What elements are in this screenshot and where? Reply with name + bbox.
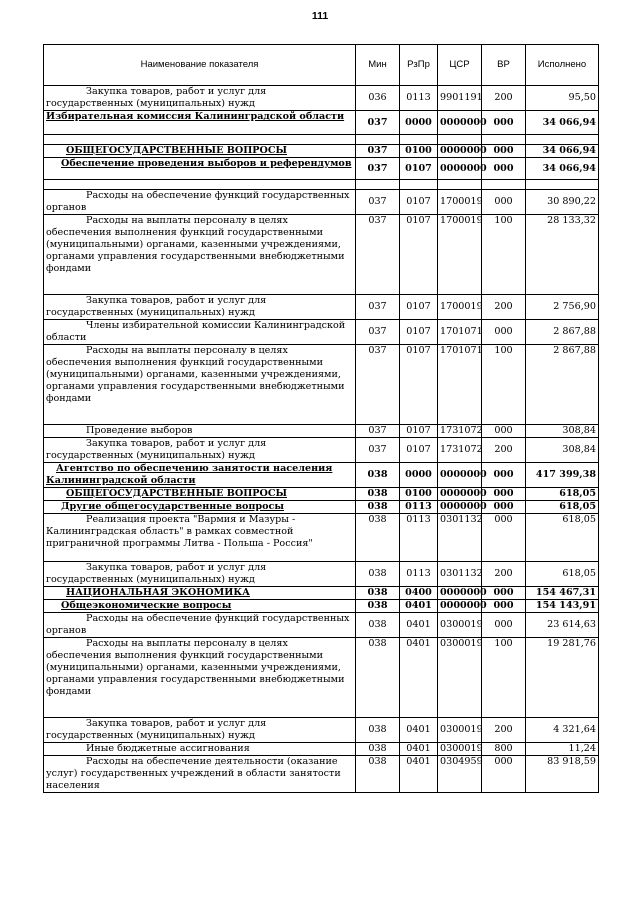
row-csr: 1701071 (438, 345, 482, 425)
row-csr (438, 135, 482, 145)
table-row (44, 86, 599, 111)
row-min: 038 (356, 514, 400, 562)
row-name (44, 135, 356, 145)
row-amount: 154 143,91 (526, 600, 599, 613)
table-row (44, 488, 599, 501)
row-min (356, 135, 400, 145)
row-amount: 618,05 (526, 514, 599, 562)
row-vr (482, 180, 526, 190)
row-min: 038 (356, 600, 400, 613)
table-row (44, 501, 599, 514)
row-name (44, 180, 356, 190)
row-amount: 28 133,32 (526, 215, 599, 295)
table-row (44, 463, 599, 488)
row-csr: 1731072 (438, 438, 482, 463)
row-name: Закупка товаров, работ и услуг для государственных (муниципальных) нужд (44, 86, 356, 111)
table-row (44, 600, 599, 613)
row-csr: 0300019 (438, 638, 482, 718)
row-name: Расходы на выплаты персоналу в целях обеспечения выполнения функций государственными (муниципальными) органами, казенными учреждениями, органами управления государственными внебюджетными фондами (44, 215, 356, 295)
table-row (44, 215, 599, 295)
row-name: Общеэкономические вопросы (44, 600, 356, 613)
row-vr: 100 (482, 638, 526, 718)
row-name: Члены избирательной комиссии Калининградской области (44, 320, 356, 345)
row-rzpr: 0107 (400, 295, 438, 320)
row-rzpr: 0107 (400, 345, 438, 425)
table-row (44, 562, 599, 587)
row-name: ОБЩЕГОСУДАРСТВЕННЫЕ ВОПРОСЫ (44, 488, 356, 501)
row-min: 038 (356, 501, 400, 514)
row-name: Другие общегосударственные вопросы (44, 501, 356, 514)
row-csr: 0000000 (438, 111, 482, 135)
row-rzpr: 0100 (400, 145, 438, 158)
row-amount: 4 321,64 (526, 718, 599, 743)
row-vr: 000 (482, 756, 526, 793)
row-min: 038 (356, 613, 400, 638)
row-csr: 0000000 (438, 488, 482, 501)
row-name: Иные бюджетные ассигнования (44, 743, 356, 756)
page-number: 111 (311, 10, 329, 22)
row-csr: 0000000 (438, 600, 482, 613)
row-min: 037 (356, 215, 400, 295)
row-min: 038 (356, 562, 400, 587)
row-name: Агентство по обеспечению занятости населения Калининградской области (44, 463, 356, 488)
row-csr: 0000000 (438, 463, 482, 488)
row-rzpr: 0000 (400, 111, 438, 135)
row-amount: 417 399,38 (526, 463, 599, 488)
row-name: Проведение выборов (44, 425, 356, 438)
row-csr (438, 180, 482, 190)
col-header-amount: Исполнено (526, 45, 599, 86)
row-rzpr: 0401 (400, 756, 438, 793)
col-header-name: Наименование показателя (44, 45, 356, 86)
row-csr: 0301132 (438, 562, 482, 587)
row-csr: 1731072 (438, 425, 482, 438)
row-amount: 2 867,88 (526, 320, 599, 345)
row-amount: 154 467,31 (526, 587, 599, 600)
table-row (44, 743, 599, 756)
row-amount: 308,84 (526, 425, 599, 438)
col-header-csr: ЦСР (438, 45, 482, 86)
table-row (44, 158, 599, 180)
table-row (44, 180, 599, 190)
row-csr: 0000000 (438, 158, 482, 180)
row-amount: 2 756,90 (526, 295, 599, 320)
row-name: Закупка товаров, работ и услуг для государственных (муниципальных) нужд (44, 438, 356, 463)
row-vr: 000 (482, 190, 526, 215)
row-rzpr: 0113 (400, 86, 438, 111)
row-min: 037 (356, 190, 400, 215)
row-amount: 30 890,22 (526, 190, 599, 215)
row-csr: 0304959 (438, 756, 482, 793)
row-vr: 000 (482, 600, 526, 613)
row-amount: 308,84 (526, 438, 599, 463)
table-row (44, 718, 599, 743)
row-vr: 100 (482, 215, 526, 295)
col-header-rzpr: РзПр (400, 45, 438, 86)
row-vr: 000 (482, 158, 526, 180)
row-vr: 000 (482, 111, 526, 135)
row-csr: 0000000 (438, 587, 482, 600)
row-amount: 95,50 (526, 86, 599, 111)
row-name: Реализация проекта "Вармия и Мазуры - Калининградская область" в рамках совместной приграничной программы Литва - Польша - Россия" (44, 514, 356, 562)
row-rzpr: 0401 (400, 638, 438, 718)
row-min: 037 (356, 111, 400, 135)
row-min: 037 (356, 320, 400, 345)
row-vr: 200 (482, 295, 526, 320)
row-rzpr: 0401 (400, 743, 438, 756)
row-vr: 000 (482, 587, 526, 600)
row-rzpr: 0107 (400, 158, 438, 180)
row-vr: 000 (482, 514, 526, 562)
row-csr: 1700019 (438, 295, 482, 320)
table-body (44, 86, 599, 793)
table-row (44, 587, 599, 600)
row-min: 038 (356, 718, 400, 743)
row-name: Избирательная комиссия Калининградской области (44, 111, 356, 135)
row-rzpr: 0107 (400, 320, 438, 345)
table-row (44, 438, 599, 463)
row-rzpr: 0401 (400, 718, 438, 743)
row-min: 036 (356, 86, 400, 111)
table-row (44, 638, 599, 718)
row-amount: 34 066,94 (526, 111, 599, 135)
row-csr: 0000000 (438, 145, 482, 158)
table-row (44, 320, 599, 345)
row-rzpr: 0107 (400, 215, 438, 295)
row-name: НАЦИОНАЛЬНАЯ ЭКОНОМИКА (44, 587, 356, 600)
row-amount: 2 867,88 (526, 345, 599, 425)
row-rzpr: 0113 (400, 501, 438, 514)
row-rzpr: 0401 (400, 600, 438, 613)
row-csr: 1700019 (438, 190, 482, 215)
row-min (356, 180, 400, 190)
row-min: 038 (356, 587, 400, 600)
row-amount: 34 066,94 (526, 158, 599, 180)
row-vr: 000 (482, 463, 526, 488)
row-name: Расходы на выплаты персоналу в целях обеспечения выполнения функций государственными (муниципальными) органами, казенными учреждениями, органами управления государственными внебюджетными фондами (44, 638, 356, 718)
row-vr: 800 (482, 743, 526, 756)
row-min: 038 (356, 488, 400, 501)
row-vr: 100 (482, 345, 526, 425)
row-vr: 200 (482, 562, 526, 587)
row-min: 037 (356, 438, 400, 463)
row-csr: 1701071 (438, 320, 482, 345)
table-row (44, 295, 599, 320)
table-row (44, 111, 599, 135)
row-csr: 0300019 (438, 743, 482, 756)
row-rzpr (400, 180, 438, 190)
row-csr: 0300019 (438, 613, 482, 638)
row-vr: 000 (482, 613, 526, 638)
row-amount (526, 180, 599, 190)
col-header-vr: ВР (482, 45, 526, 86)
row-name: Расходы на обеспечение деятельности (оказание услуг) государственных учреждений в области занятости населения (44, 756, 356, 793)
row-name: Обеспечение проведения выборов и референдумов (44, 158, 356, 180)
row-vr (482, 135, 526, 145)
row-vr: 200 (482, 718, 526, 743)
row-name: Закупка товаров, работ и услуг для государственных (муниципальных) нужд (44, 562, 356, 587)
row-rzpr: 0113 (400, 562, 438, 587)
row-vr: 200 (482, 438, 526, 463)
table-row (44, 145, 599, 158)
header-row (44, 45, 599, 86)
table-row (44, 425, 599, 438)
row-amount: 34 066,94 (526, 145, 599, 158)
row-rzpr: 0401 (400, 613, 438, 638)
row-csr: 9901191 (438, 86, 482, 111)
row-min: 038 (356, 743, 400, 756)
row-rzpr: 0107 (400, 190, 438, 215)
row-amount: 618,05 (526, 488, 599, 501)
row-amount: 618,05 (526, 501, 599, 514)
row-amount: 83 918,59 (526, 756, 599, 793)
row-min: 037 (356, 295, 400, 320)
row-rzpr (400, 135, 438, 145)
row-vr: 000 (482, 425, 526, 438)
row-name: Расходы на выплаты персоналу в целях обеспечения выполнения функций государственными (муниципальными) органами, казенными учреждениями, органами управления государственными внебюджетными фондами (44, 345, 356, 425)
row-min: 037 (356, 158, 400, 180)
row-name: ОБЩЕГОСУДАРСТВЕННЫЕ ВОПРОСЫ (44, 145, 356, 158)
row-name: Расходы на обеспечение функций государственных органов (44, 190, 356, 215)
row-csr: 0000000 (438, 501, 482, 514)
row-csr: 1700019 (438, 215, 482, 295)
row-rzpr: 0100 (400, 488, 438, 501)
row-rzpr: 0400 (400, 587, 438, 600)
row-vr: 200 (482, 86, 526, 111)
table-row (44, 514, 599, 562)
row-min: 038 (356, 756, 400, 793)
table-row (44, 345, 599, 425)
row-vr: 000 (482, 320, 526, 345)
row-min: 037 (356, 425, 400, 438)
table-row (44, 756, 599, 793)
row-min: 038 (356, 463, 400, 488)
row-rzpr: 0000 (400, 463, 438, 488)
row-name: Закупка товаров, работ и услуг для государственных (муниципальных) нужд (44, 718, 356, 743)
row-min: 037 (356, 345, 400, 425)
row-csr: 0300019 (438, 718, 482, 743)
table-row (44, 190, 599, 215)
row-rzpr: 0113 (400, 514, 438, 562)
row-min: 038 (356, 638, 400, 718)
row-vr: 000 (482, 501, 526, 514)
row-vr: 000 (482, 145, 526, 158)
row-name: Расходы на обеспечение функций государственных органов (44, 613, 356, 638)
row-rzpr: 0107 (400, 438, 438, 463)
row-name: Закупка товаров, работ и услуг для государственных (муниципальных) нужд (44, 295, 356, 320)
row-min: 037 (356, 145, 400, 158)
row-amount (526, 135, 599, 145)
table-row (44, 613, 599, 638)
budget-table (43, 44, 599, 793)
row-rzpr: 0107 (400, 425, 438, 438)
row-amount: 19 281,76 (526, 638, 599, 718)
row-amount: 618,05 (526, 562, 599, 587)
table-row (44, 135, 599, 145)
row-amount: 23 614,63 (526, 613, 599, 638)
col-header-min: Мин (356, 45, 400, 86)
row-csr: 0301132 (438, 514, 482, 562)
row-amount: 11,24 (526, 743, 599, 756)
row-vr: 000 (482, 488, 526, 501)
